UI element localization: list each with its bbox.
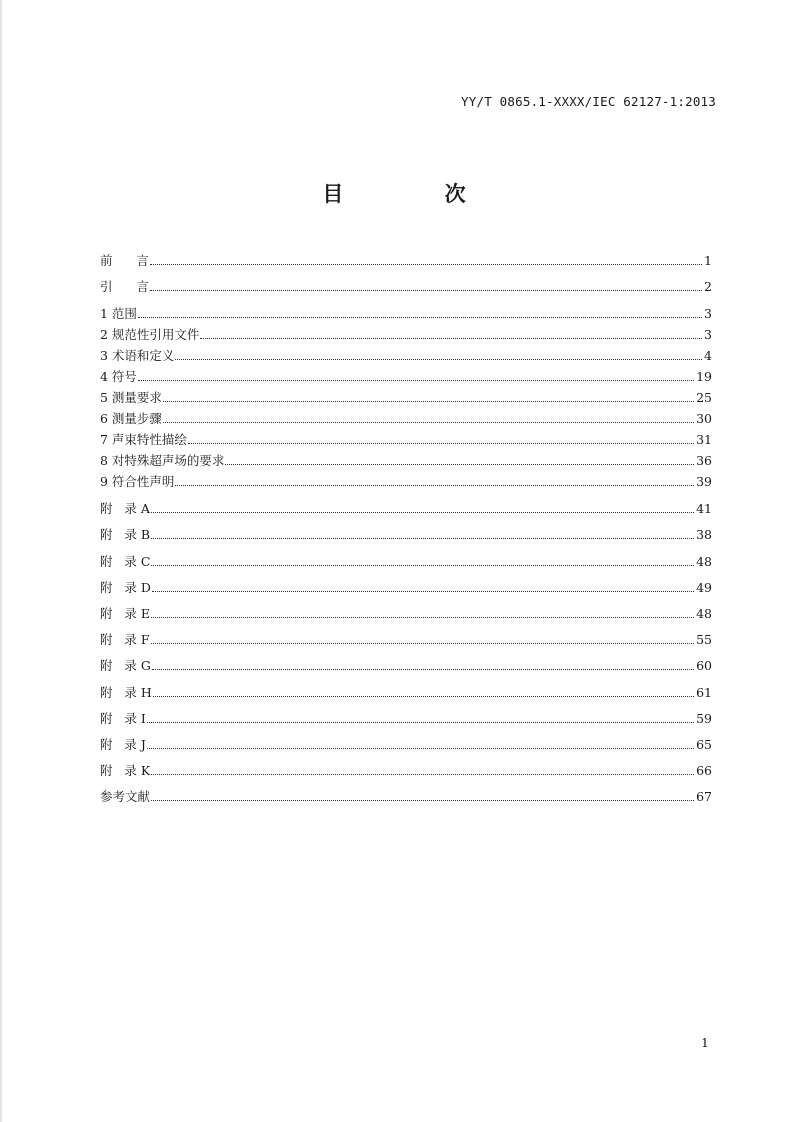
toc-entry-page: 49: [696, 580, 712, 595]
toc-entry-label: 6 测量步骤: [100, 411, 162, 426]
toc-entry-page: 1: [704, 253, 712, 268]
toc-entry-page: 41: [696, 501, 712, 516]
dot-leader: [163, 400, 694, 402]
dot-leader: [151, 773, 694, 775]
toc-entry-page: 19: [696, 369, 712, 384]
toc-entry[interactable]: [100, 366, 712, 384]
toc-entry-label: 引 言: [100, 279, 149, 294]
toc-entry-page: 60: [696, 658, 712, 673]
toc-entry-page: 48: [696, 606, 712, 621]
toc-entry[interactable]: [100, 708, 712, 726]
toc-entry-page: 67: [696, 789, 712, 804]
toc-entry[interactable]: [100, 734, 712, 752]
toc-entry-page: 38: [696, 527, 712, 542]
dot-leader: [150, 263, 702, 265]
page-scan-edge: [0, 0, 2, 1122]
toc-entry-page: 65: [696, 737, 712, 752]
page-title: 目 次: [322, 182, 513, 206]
dot-leader: [151, 537, 694, 539]
toc-entry-label: 附 录 G: [100, 658, 151, 673]
toc-entry-page: 2: [704, 279, 712, 294]
toc-entry-page: 31: [696, 432, 712, 447]
toc-entry-label: 附 录 K: [100, 763, 151, 778]
dot-leader: [200, 337, 702, 339]
toc-entry-label: 参考文献: [100, 789, 151, 804]
toc-entry[interactable]: [100, 603, 712, 621]
toc-entry-page: 4: [704, 348, 712, 363]
toc-entry-label: 5 测量要求: [100, 390, 162, 405]
dot-leader: [188, 442, 694, 444]
toc-entry[interactable]: [100, 760, 712, 778]
toc-entry-label: 附 录 D: [100, 580, 151, 595]
toc-entry[interactable]: [100, 786, 712, 804]
dot-leader: [152, 668, 694, 670]
toc-entry[interactable]: [100, 387, 712, 405]
toc-entry[interactable]: [100, 276, 712, 294]
dot-leader: [151, 616, 694, 618]
toc-entry[interactable]: [100, 471, 712, 489]
dot-leader: [138, 379, 694, 381]
dot-leader: [152, 590, 694, 592]
toc-entry-label: 7 声束特性描绘: [100, 432, 187, 447]
toc-entry-page: 61: [696, 685, 712, 700]
dot-leader: [151, 642, 695, 644]
toc-entry[interactable]: [100, 450, 712, 468]
toc-entry-label: 附 录 C: [100, 554, 151, 569]
toc-entry-page: 30: [696, 411, 712, 426]
toc-entry[interactable]: [100, 524, 712, 542]
toc-entry-label: 附 录 I: [100, 711, 146, 726]
toc-entry-page: 39: [696, 474, 712, 489]
toc-entry[interactable]: [100, 429, 712, 447]
toc-entry-label: 1 范围: [100, 306, 137, 321]
toc-entry-page: 48: [696, 554, 712, 569]
toc-entry[interactable]: [100, 551, 712, 569]
toc-entry[interactable]: [100, 324, 712, 342]
toc-entry[interactable]: [100, 498, 712, 516]
toc-entry[interactable]: [100, 629, 712, 647]
standard-code-header: YY/T 0865.1-XXXX/IEC 62127-1:2013: [461, 94, 716, 109]
toc-entry[interactable]: [100, 577, 712, 595]
toc-entry[interactable]: [100, 682, 712, 700]
toc-entry[interactable]: [100, 345, 712, 363]
toc-entry[interactable]: [100, 408, 712, 426]
toc-entry-label: 4 符号: [100, 369, 137, 384]
toc-entry[interactable]: [100, 655, 712, 673]
dot-leader: [151, 564, 694, 566]
toc-entry-label: 附 录 H: [100, 685, 152, 700]
toc-entry-page: 3: [704, 327, 712, 342]
toc-entry-page: 25: [696, 390, 712, 405]
toc-entry-page: 66: [696, 763, 712, 778]
dot-leader: [175, 358, 702, 360]
dot-leader: [151, 799, 694, 801]
dot-leader: [163, 421, 694, 423]
toc-entry-label: 附 录 F: [100, 632, 150, 647]
dot-leader: [175, 484, 694, 486]
toc-entry-page: 55: [696, 632, 712, 647]
dot-leader: [150, 289, 702, 291]
toc-entry-label: 3 术语和定义: [100, 348, 175, 363]
toc-entry[interactable]: [100, 303, 712, 321]
toc-entry-label: 附 录 J: [100, 737, 146, 752]
toc-entry-label: 附 录 B: [100, 527, 151, 542]
toc-entry-page: 3: [704, 306, 712, 321]
toc-entry-label: 2 规范性引用文件: [100, 327, 200, 342]
toc-entry-label: 前 言: [100, 253, 149, 268]
dot-leader: [138, 316, 702, 318]
dot-leader: [151, 511, 694, 513]
toc-entry-label: 附 录 A: [100, 501, 150, 516]
toc-entry-page: 36: [696, 453, 712, 468]
toc-entry-label: 9 符合性声明: [100, 474, 175, 489]
toc-entry[interactable]: [100, 250, 712, 268]
dot-leader: [225, 463, 694, 465]
toc-entry-page: 59: [696, 711, 712, 726]
dot-leader: [153, 695, 694, 697]
page-number: 1: [701, 1035, 709, 1050]
dot-leader: [147, 747, 694, 749]
toc-entry-label: 附 录 E: [100, 606, 151, 621]
toc-entry-label: 8 对特殊超声场的要求: [100, 453, 225, 468]
dot-leader: [147, 721, 694, 723]
